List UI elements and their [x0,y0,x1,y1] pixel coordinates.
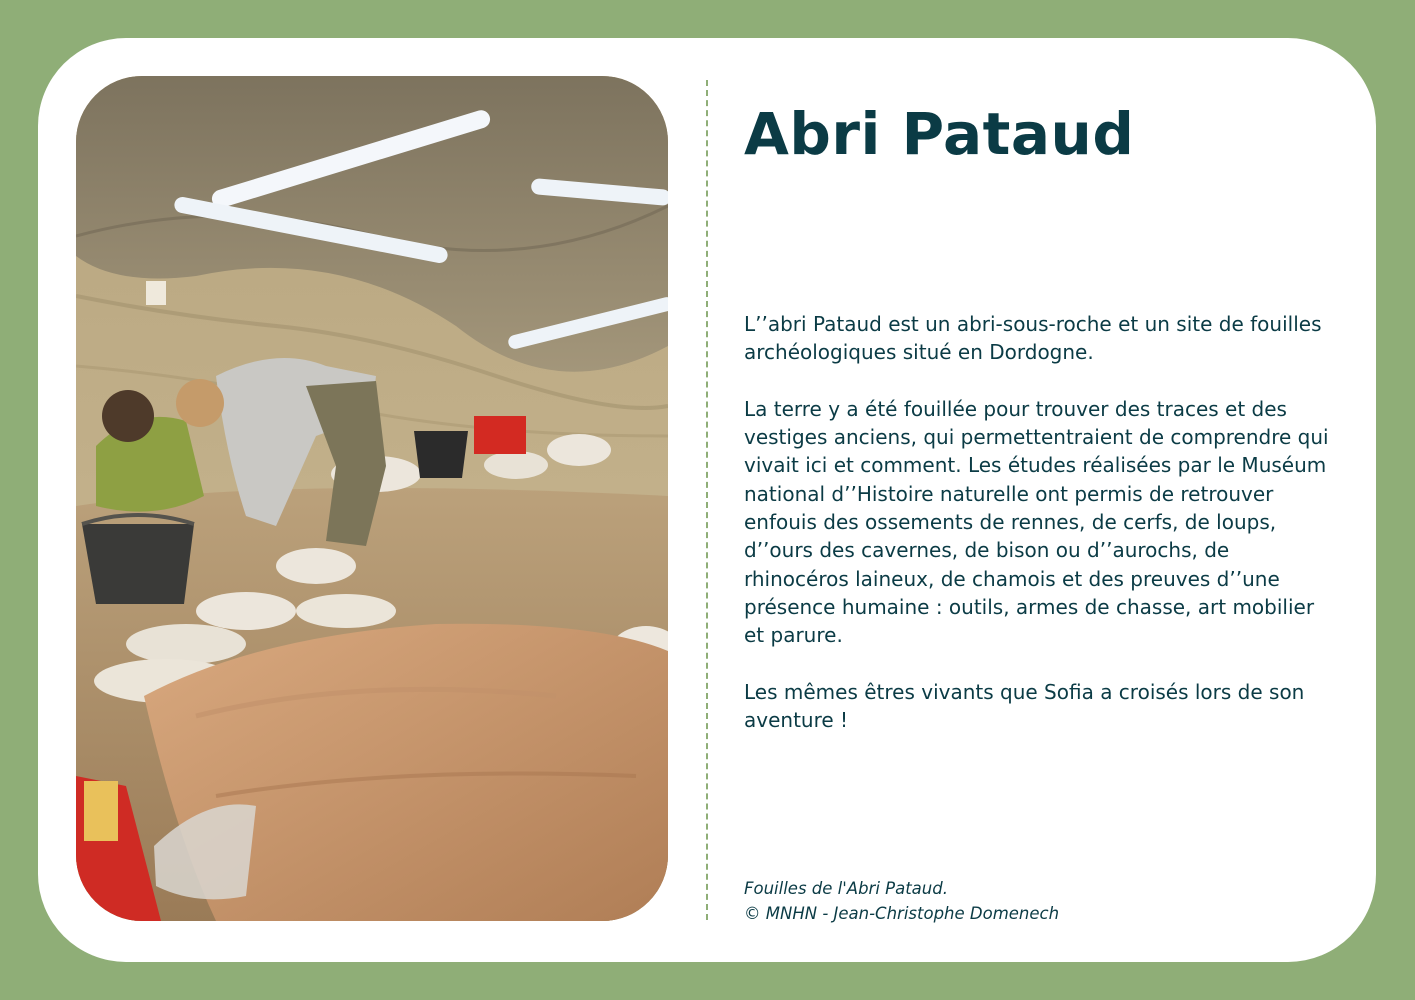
caption-title: Fouilles de l'Abri Pataud. [744,879,948,898]
excavation-photo [76,76,668,921]
photo-caption [744,876,1059,926]
dashed-divider [706,80,708,920]
paragraph-excavation: La terre y a été fouillée pour trouver des traces et des vestiges anciens, qui permettentraient de comprendre qui vivait ici et comment. Les études réalisées par le Muséum national d’’Histoire naturelle ont permis de retrouver enfouis des ossements de rennes, de cerfs, de loups, d’’ours des cavernes, de bison ou d’’aurochs, de rhinocéros laineux, de chamois et des preuves d’’une présence humaine : outils, armes de chasse, art mobilier et parure. [744,396,1329,648]
paragraph-intro: L’’abri Pataud est un abri-sous-roche et un site de fouilles archéologiques situé en Dordogne. [744,312,1322,365]
excavation-photo-illustration [76,76,668,921]
info-card [38,38,1376,962]
caption-credit: © MNHN - Jean-Christophe Domenech [744,904,1060,923]
page-title: Abri Pataud [744,100,1135,168]
description [744,310,1334,763]
paragraph-story-link: Les mêmes êtres vivants que Sofia a croisés lors de son aventure ! [744,679,1305,733]
